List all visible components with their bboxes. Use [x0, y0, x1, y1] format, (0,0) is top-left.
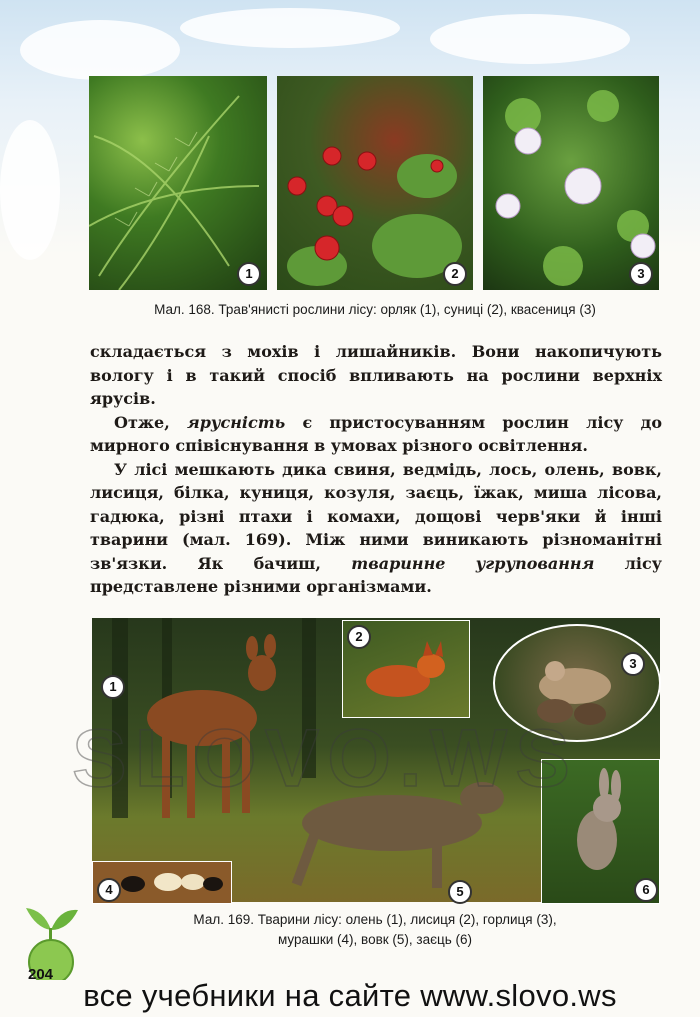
- figure-label: 6: [634, 878, 658, 902]
- paragraph-2: Отже, ярусність є пристосуванням рослин лісу до мирного співіснування в умовах різного освітлення.: [90, 412, 662, 455]
- figure-label: 5: [448, 880, 472, 904]
- figure-168-caption: Мал. 168. Трав'янисті рослини лісу: орляк (1), суниці (2), квасениця (3): [154, 302, 596, 317]
- figure-label: 2: [443, 262, 467, 286]
- body-text: [90, 340, 662, 599]
- ants-photo: [92, 861, 232, 904]
- figure-169-caption-line-2: мурашки (4), вовк (5), заєць (6): [277, 932, 473, 947]
- fern-photo: [89, 76, 267, 290]
- fox-photo: [342, 620, 470, 718]
- watermark: SLOVO.WS: [72, 713, 578, 804]
- figure-label: 4: [97, 878, 121, 902]
- figure-169-caption-line-1: Мал. 169. Тварини лісу: олень (1), лисиця (2), горлиця (3),: [193, 912, 557, 927]
- figure-label: 1: [237, 262, 261, 286]
- wood-sorrel-photo: [483, 76, 659, 290]
- figure-label: 1: [101, 675, 125, 699]
- footer-link[interactable]: все учебники на сайте www.slovo.ws: [83, 978, 617, 1013]
- term-animal-community: тваринне угруповання: [351, 553, 595, 573]
- strawberry-photo: [277, 76, 473, 290]
- paragraph-1: складається з мохів і лишайників. Вони накопичують вологу і в такий спосіб впливають на рослини верхніх ярусів.: [90, 342, 662, 408]
- figure-label: 3: [629, 262, 653, 286]
- term-layering: ярусність: [187, 412, 286, 432]
- figure-label: 2: [347, 625, 371, 649]
- page-number: 204: [28, 966, 54, 983]
- figure-label: 3: [621, 652, 645, 676]
- paragraph-3: У лісі мешкають дика свиня, ведмідь, лось, олень, вовк, лисиця, білка, куниця, козуля, заєць, їжак, миша лісова, гадюка, різні птахи і комахи, дощові черв'яки й інші тварини (мал. 169). Між ними виникають різноманітні зв'язки. Як бачиш, тваринне угруповання лісу представлене різними організмами.: [90, 459, 662, 596]
